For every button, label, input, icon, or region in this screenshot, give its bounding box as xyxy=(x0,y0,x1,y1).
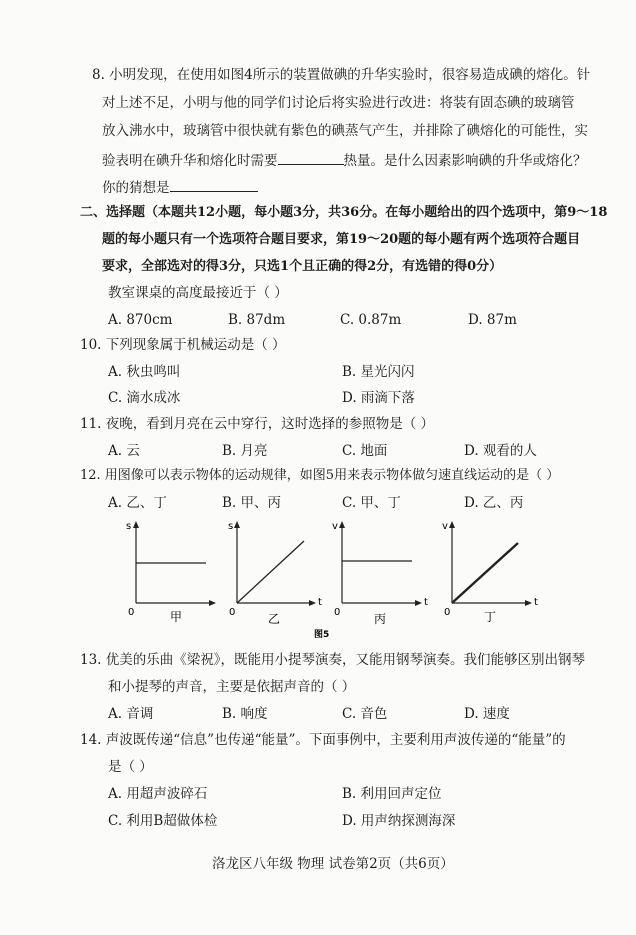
q11-option-b[interactable]: B. 月亮 xyxy=(222,443,268,459)
graph-ding-origin: 0 xyxy=(444,607,451,618)
page-footer: 洛龙区八年级 物理 试卷第2页（共6页） xyxy=(212,856,454,872)
q8-line-4-a: 验表明在碘升华和熔化时需要 xyxy=(102,153,278,169)
graph-ding-ylabel: v xyxy=(442,521,448,532)
q8-line-4-b: 热量。是什么因素影响碘的升华或熔化？ xyxy=(343,153,587,169)
graph-jia-origin: 0 xyxy=(128,607,135,618)
graph-bing-origin: 0 xyxy=(334,607,341,618)
q12-option-b[interactable]: B. 甲、丙 xyxy=(222,495,282,511)
graph-ding-name: 丁 xyxy=(484,610,497,624)
q10-stem: 10. 下列现象属于机械运动是（ ） xyxy=(80,337,286,353)
q11-option-c[interactable]: C. 地面 xyxy=(342,443,388,459)
q8-blank-2[interactable] xyxy=(170,177,258,192)
q10-option-b[interactable]: B. 星光闪闪 xyxy=(342,364,415,380)
q14-option-d[interactable]: D. 用声纳探测海深 xyxy=(342,813,456,829)
figure-5 xyxy=(0,515,636,645)
graph-jia-name: 甲 xyxy=(170,610,183,624)
q12-option-d[interactable]: D. 乙、丙 xyxy=(464,495,524,511)
graph-yi xyxy=(228,521,322,626)
graph-jia-ylabel: s xyxy=(126,521,132,532)
q9-option-d[interactable]: D. 87m xyxy=(468,312,517,328)
graph-yi-origin: 0 xyxy=(229,607,236,618)
q12-option-a[interactable]: A. 乙、丁 xyxy=(108,495,167,511)
q8-blank-1[interactable] xyxy=(278,150,344,165)
q11-option-a[interactable]: A. 云 xyxy=(108,443,140,459)
q8-line-4 xyxy=(102,150,587,170)
graph-yi-ylabel: s xyxy=(228,521,234,532)
q9-option-b[interactable]: B. 87dm xyxy=(228,312,286,328)
graph-jia xyxy=(126,521,216,624)
q13-option-a[interactable]: A. 音调 xyxy=(108,706,154,722)
q11-option-d[interactable]: D. 观看的人 xyxy=(464,443,537,459)
q8-line-3: 放入沸水中，玻璃管中很快就有紫色的碘蒸气产生，并排除了碘熔化的可能性，实 xyxy=(102,123,588,139)
q8-line-5-text: 你的猜想是 xyxy=(102,180,170,196)
graph-yi-xlabel: t xyxy=(318,597,322,608)
q9-option-c[interactable]: C. 0.87m xyxy=(340,312,402,328)
graph-bing xyxy=(332,521,428,626)
q13-line-1: 13. 优美的乐曲《梁祝》，既能用小提琴演奏，又能用钢琴演奏。我们能够区别出钢琴 xyxy=(80,652,586,668)
q14-option-a[interactable]: A. 用超声波碎石 xyxy=(108,786,208,802)
graph-ding xyxy=(442,521,538,624)
graph-bing-xlabel: t xyxy=(424,597,428,608)
q8-line-2: 对上述不足，小明与他的同学们讨论后将实验进行改进：将装有固态碘的玻璃管 xyxy=(102,95,575,111)
graph-bing-ylabel: v xyxy=(332,521,338,532)
q14-option-b[interactable]: B. 利用回声定位 xyxy=(342,786,442,802)
q12-option-c[interactable]: C. 甲、丁 xyxy=(342,495,401,511)
q10-option-a[interactable]: A. 秋虫鸣叫 xyxy=(108,364,181,380)
section2-line-2: 题的每小题只有一个选项符合题目要求，第19～20题的每小题有两个选项符合题目 xyxy=(102,232,581,247)
q14-line-1: 14. 声波既传递“信息”也传递“能量”。下面事例中，主要利用声波传递的“能量”的 xyxy=(80,732,566,748)
section2-line-3: 要求，全部选对的得3分，只选1个且正确的得2分，有选错的得0分） xyxy=(102,259,503,274)
q10-option-c[interactable]: C. 滴水成冰 xyxy=(108,390,181,406)
q13-line-2: 和小提琴的声音，主要是依据声音的（ ） xyxy=(108,679,356,695)
q14-option-c[interactable]: C. 利用B超做体检 xyxy=(108,813,218,829)
q8-line-1: 8. 小明发现，在使用如图4所示的装置做碘的升华实验时，很容易造成碘的熔化。针 xyxy=(92,67,591,83)
q12-stem: 12. 用图像可以表示物体的运动规律，如图5用来表示物体做匀速直线运动的是（ ） xyxy=(80,468,560,483)
graph-ding-line xyxy=(452,543,518,603)
q13-option-d[interactable]: D. 速度 xyxy=(464,706,510,722)
q8-line-5 xyxy=(102,177,258,197)
graph-yi-name: 乙 xyxy=(268,612,281,626)
q9-stem: 教室课桌的高度最接近于（ ） xyxy=(108,285,288,301)
q9-option-a[interactable]: A. 870cm xyxy=(108,312,173,328)
q11-stem: 11. 夜晚，看到月亮在云中穿行，这时选择的参照物是（ ） xyxy=(80,416,435,432)
section2-line-1: 二、选择题（本题共12小题，每小题3分，共36分。在每小题给出的四个选项中，第9～18 xyxy=(80,205,608,220)
q14-line-2: 是（ ） xyxy=(108,759,153,775)
graph-ding-xlabel: t xyxy=(534,597,538,608)
q13-option-b[interactable]: B. 响度 xyxy=(222,706,268,722)
q13-option-c[interactable]: C. 音色 xyxy=(342,706,388,722)
q10-option-d[interactable]: D. 雨滴下落 xyxy=(342,390,415,406)
graph-yi-line xyxy=(237,541,304,603)
figure-5-caption: 图5 xyxy=(314,630,330,640)
graph-bing-name: 丙 xyxy=(374,612,387,626)
